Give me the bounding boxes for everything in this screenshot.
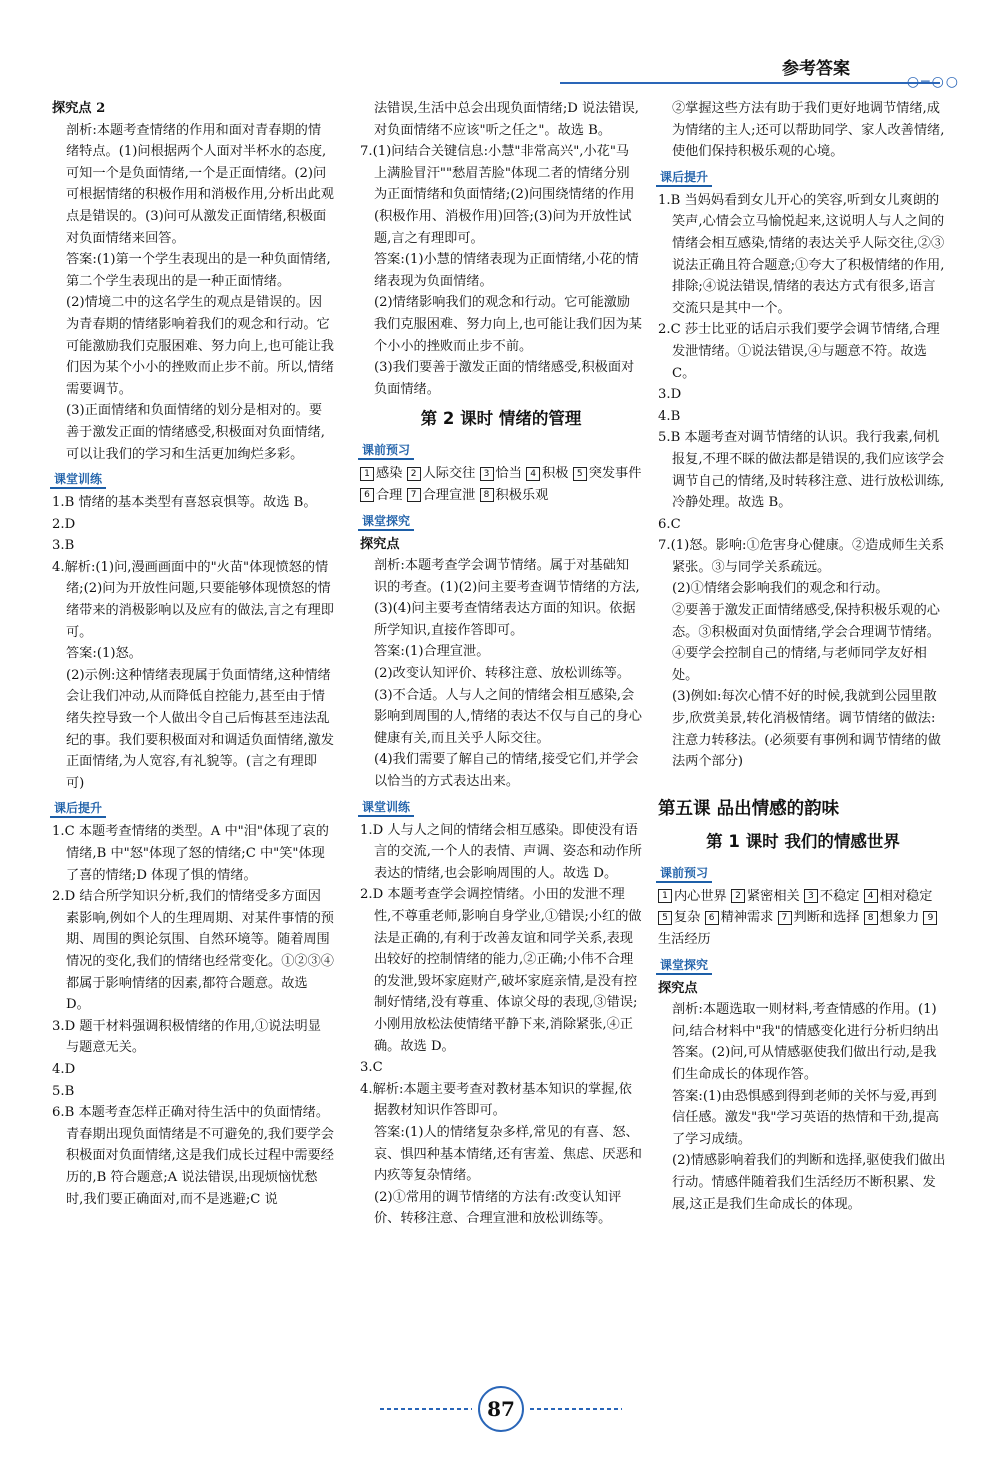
answer-text: (3)不合适。人与人之间的情绪会相互感染,会影响到周围的人,情绪的表达不仅与自己的身心健康有关,而且关乎人际交往。 bbox=[374, 687, 642, 746]
preview-item: 4 相对稳定 bbox=[864, 889, 933, 904]
answer-item: 1.C 本题考查情绪的类型。A 中"泪"体现了哀的情绪,B 中"怒"体现了怒的情绪;C 中"笑"体现了喜的情绪;D 体现了惧的情绪。 bbox=[52, 824, 329, 883]
preview-item: 8 积极乐观 bbox=[480, 488, 549, 503]
answer-text: ②要善于激发正面情绪感受,保持积极乐观的心态。③积极面对负面情绪,学会合理调节情绪。④要学会控制自己的情绪,与老师同学友好相处。 bbox=[672, 603, 940, 683]
answer-item: 2.C 莎士比亚的话启示我们要学会调节情绪,合理发泄情绪。①说法错误,④与题意不符。故选 C。 bbox=[658, 322, 940, 381]
section-tag: 课前预习 bbox=[358, 442, 414, 460]
preview-item: 7 合理宣泄 bbox=[407, 488, 476, 503]
answer-text: (3)例如:每次心情不好的时候,我就到公园里散步,欣赏美景,转化消极情绪。调节情绪的做法:注意力转移法。(必须要有事例和调节情绪的做法两个部分) bbox=[672, 689, 941, 770]
header-title: 参考答案 bbox=[782, 59, 850, 79]
preview-item: 2 紧密相关 bbox=[731, 889, 800, 904]
answer-text: (2)①情绪会影响我们的观念和行动。 bbox=[672, 581, 889, 597]
answer-text: (2)①常用的调节情绪的方法有:改变认知评价、转移注意、合理宣泄和放松训练等。 bbox=[374, 1189, 622, 1227]
answer-text: 答案:(1)合理宣泄。 bbox=[374, 644, 490, 660]
answer-text: (2)示例:这种情绪表现属于负面情绪,这种情绪会让我们冲动,从而降低自控能力,甚至由于情绪失控导致一个人做出令自己后悔甚至违法乱纪的事。我们要积极面对和调适负面情绪,激发正面情绪,为人宽容,有礼貌等。(言之有理即可) bbox=[66, 667, 334, 791]
preview-item: 2 人际交往 bbox=[407, 466, 476, 481]
answer-item: 4.B bbox=[658, 408, 681, 424]
preview-item: 7 判断和选择 bbox=[778, 910, 860, 925]
answer-text: (2)情绪影响我们的观念和行动。它可能激励我们克服困难、努力向上,也可能让我们因为某个小小的挫败而止步不前。 bbox=[374, 295, 642, 354]
answer-text: (3)正面情绪和负面情绪的划分是相对的。要善于激发正面的情绪感受,积极面对负面情绪,可以让我们的学习和生活更加绚烂多彩。 bbox=[66, 403, 325, 462]
unit-title: 第五课 品出情感的韵味 bbox=[658, 798, 840, 819]
header-ornament: ○─○○ bbox=[906, 74, 960, 90]
preview-item: 3 恰当 bbox=[480, 466, 522, 481]
section-heading: 探究点 bbox=[360, 536, 400, 552]
answer-item: 1.B 情绪的基本类型有喜怒哀惧等。故选 B。 bbox=[52, 495, 317, 511]
page-number: 87 bbox=[487, 1397, 515, 1421]
section-tag: 课后提升 bbox=[656, 169, 712, 187]
answer-text: 答案:(1)人的情绪复杂多样,常见的有喜、怒、哀、惧四种基本情绪,还有害羞、焦虑、厌恶和内疚等复杂情绪。 bbox=[374, 1124, 642, 1184]
answer-text: 答案:(1)第一个学生表现出的是一种负面情绪,第二个学生表现出的是一种正面情绪。 bbox=[66, 252, 331, 289]
analysis-text: 剖析:本题考查情绪的作用和面对青春期的情绪特点。(1)问根据两个人面对半杯水的态度,可知一个是负面情绪,一个是正面情绪。(2)问可根据情绪的积极作用和消极作用,分析出此观点是错误的。(3)问可从激发正面情绪,积极面对负面情绪来回答。 bbox=[66, 122, 334, 246]
answer-item: 5.B 本题考查对调节情绪的认识。我行我素,伺机报复,不理不睬的做法都是错误的,我们应该学会调节自己的情绪,及时转移注意、进行放松训练,冷静处理。故选 B。 bbox=[658, 430, 945, 511]
answer-text: (2)改变认知评价、转移注意、放松训练等。 bbox=[374, 666, 631, 682]
lesson-title: 第 2 课时 情绪的管理 bbox=[420, 409, 582, 429]
analysis-text: 剖析:本题考查学会调节情绪。属于对基础知识的考查。(1)(2)问主要考查调节情绪的方法,(3)(4)问主要考查情绪表达方面的知识。依据所学知识,直接作答即可。 bbox=[374, 558, 640, 638]
preview-item: 6 精神需求 bbox=[705, 910, 774, 925]
answer-item: 6.B 本题考查怎样正确对待生活中的负面情绪。青春期出现负面情绪是不可避免的,我们要学会积极面对负面情绪,这是我们成长过程中需要经历的,B 符合题意;A 说法错误,出现烦恼忧愁时,我们要正确面对,而不是逃避;C 说 bbox=[52, 1105, 334, 1207]
analysis-text: 剖析:本题选取一则材料,考查情感的作用。(1)问,结合材料中"我"的情感变化进行分析归纳出答案。(2)问,可从情感驱使我们做出行动,是我们生命成长的体现作答。 bbox=[672, 1002, 939, 1082]
answer-text: ②掌握这些方法有助于我们更好地调节情绪,成为情绪的主人;还可以帮助同学、家人改善情绪,使他们保持积极乐观的心境。 bbox=[672, 101, 945, 160]
answer-text: (2)情境二中的这名学生的观点是错误的。因为青春期的情绪影响着我们的观念和行动。它可能激励我们克服困难、努力向上,也可能让我们因为某个小小的挫败而止步不前。所以,情绪需要调节。 bbox=[66, 295, 334, 397]
section-heading: 探究点 bbox=[658, 980, 698, 996]
lesson-title: 第 1 课时 我们的情感世界 bbox=[706, 831, 900, 851]
answer-item: 2.D 本题考查学会调控情绪。小田的发泄不理性,不尊重老师,影响自身学业,①错误;小红的做法是正确的,有利于改善友谊和同学关系,表现出较好的控制情绪的能力,②正确;小伟不合理的发泄,毁坏家庭财产,破坏家庭亲情,是没有控制好情绪,没有尊重、体谅父母的表现,③错误;小刚用放松法使情绪平静下来,消除紧张,④正确。故选 D。 bbox=[360, 887, 642, 1054]
answer-item: 6.C bbox=[658, 516, 681, 532]
preview-answers bbox=[360, 463, 642, 506]
footer-rule-right bbox=[530, 1408, 622, 1410]
answer-text: 法错误,生活中总会出现负面情绪;D 说法错误,对负面情绪不应该"听之任之"。故选 B。 bbox=[374, 101, 639, 138]
column-middle bbox=[360, 98, 642, 1230]
column-left bbox=[52, 98, 334, 1210]
preview-item: 6 合理 bbox=[360, 488, 402, 503]
answer-item: 3.D bbox=[658, 387, 682, 403]
column-right bbox=[658, 98, 948, 1215]
section-tag: 课前预习 bbox=[656, 865, 712, 883]
preview-item: 8 想象力 bbox=[864, 910, 920, 925]
header-rule bbox=[560, 82, 940, 84]
preview-answers bbox=[658, 886, 948, 951]
answer-item: 7.(1)问结合关键信息:小慧"非常高兴",小花"马上满脸冒汗""愁眉苦脸"体现二者的情绪分别为正面情绪和负面情绪;(2)问围绕情绪的作用(积极作用、消极作用)回答;(3)问为开放性试题,言之有理即可。 bbox=[360, 144, 635, 246]
preview-item: 9生活经历 bbox=[658, 910, 939, 947]
page-footer bbox=[380, 1386, 620, 1430]
answer-text: 答案:(1)小慧的情绪表现为正面情绪,小花的情绪表现为负面情绪。 bbox=[374, 252, 639, 289]
answer-item: 3.B bbox=[52, 538, 75, 554]
answer-item: 5.B bbox=[52, 1083, 75, 1099]
section-tag: 课堂训练 bbox=[358, 799, 414, 817]
preview-item: 3 不稳定 bbox=[804, 889, 860, 904]
answer-text: (3)我们要善于激发正面的情绪感受,积极面对负面情绪。 bbox=[374, 360, 635, 397]
preview-item: 1 内心世界 bbox=[658, 889, 727, 904]
footer-rule-left bbox=[380, 1408, 472, 1410]
preview-item: 4 积极 bbox=[526, 466, 568, 481]
section-tag: 课堂训练 bbox=[50, 471, 106, 489]
section-tag: 课后提升 bbox=[50, 800, 106, 818]
preview-item: 5 突发事件 bbox=[573, 466, 642, 481]
preview-item: 1 感染 bbox=[360, 466, 402, 481]
answer-item: 4.解析:(1)问,漫画画面中的"火苗"体现愤怒的情绪;(2)问为开放性问题,只要能够体现愤怒的情绪带来的消极影响以及应有的做法,言之有理即可。 bbox=[52, 559, 334, 640]
section-heading: 探究点 2 bbox=[52, 101, 106, 116]
answer-item: 2.D bbox=[52, 516, 76, 532]
page-header bbox=[540, 50, 960, 90]
answer-item: 7.(1)怒。影响:①危害身心健康。②造成师生关系紧张。③与同学关系疏远。 bbox=[658, 538, 945, 575]
answer-item: 3.C bbox=[360, 1060, 383, 1076]
answer-text: 答案:(1)由恐惧感到得到老师的关怀与爱,再到信任感。激发"我"学习英语的热情和干劲,提高了学习成绩。 bbox=[672, 1088, 939, 1147]
answer-text: (2)情感影响着我们的判断和选择,驱使我们做出行动。情感伴随着我们生活经历不断积累、发展,这正是我们生命成长的体现。 bbox=[672, 1153, 946, 1212]
answer-item: 1.D 人与人之间的情绪会相互感染。即使没有语言的交流,一个人的表情、声调、姿态和动作所表达的情绪,也会影响周围的人。故选 D。 bbox=[360, 822, 642, 881]
section-tag: 课堂探究 bbox=[358, 513, 414, 531]
answer-text: 答案:(1)怒。 bbox=[66, 646, 142, 662]
answer-item: 3.D 题干材料强调积极情绪的作用,①说法明显与题意无关。 bbox=[52, 1018, 321, 1056]
answer-text: (4)我们需要了解自己的情绪,接受它们,并学会以恰当的方式表达出来。 bbox=[374, 752, 639, 790]
answer-item: 4.解析:本题主要考查对教材基本知识的掌握,依据教材知识作答即可。 bbox=[360, 1081, 632, 1119]
answer-item: 1.B 当妈妈看到女儿开心的笑容,听到女儿爽朗的笑声,心情会立马愉悦起来,这说明人与人之间的情绪会相互感染,情绪的表达关乎人际交往,②③说法正确且符合题意;①夸大了积极情绪的作用,排除;④说法错误,情绪的表达方式有很多,语言交流只是其中一个。 bbox=[658, 192, 945, 316]
answer-item: 2.D 结合所学知识分析,我们的情绪受多方面因素影响,例如个人的生理周期、对某件事情的预期、周围的舆论氛围、自然环境等。随着周围情况的变化,我们的情绪也经常变化。①②③④都属于影响情绪的因素,都符合题意。故选 D。 bbox=[52, 889, 334, 1013]
preview-item: 5 复杂 bbox=[658, 910, 700, 925]
answer-item: 4.D bbox=[52, 1061, 76, 1077]
section-tag: 课堂探究 bbox=[656, 957, 712, 975]
